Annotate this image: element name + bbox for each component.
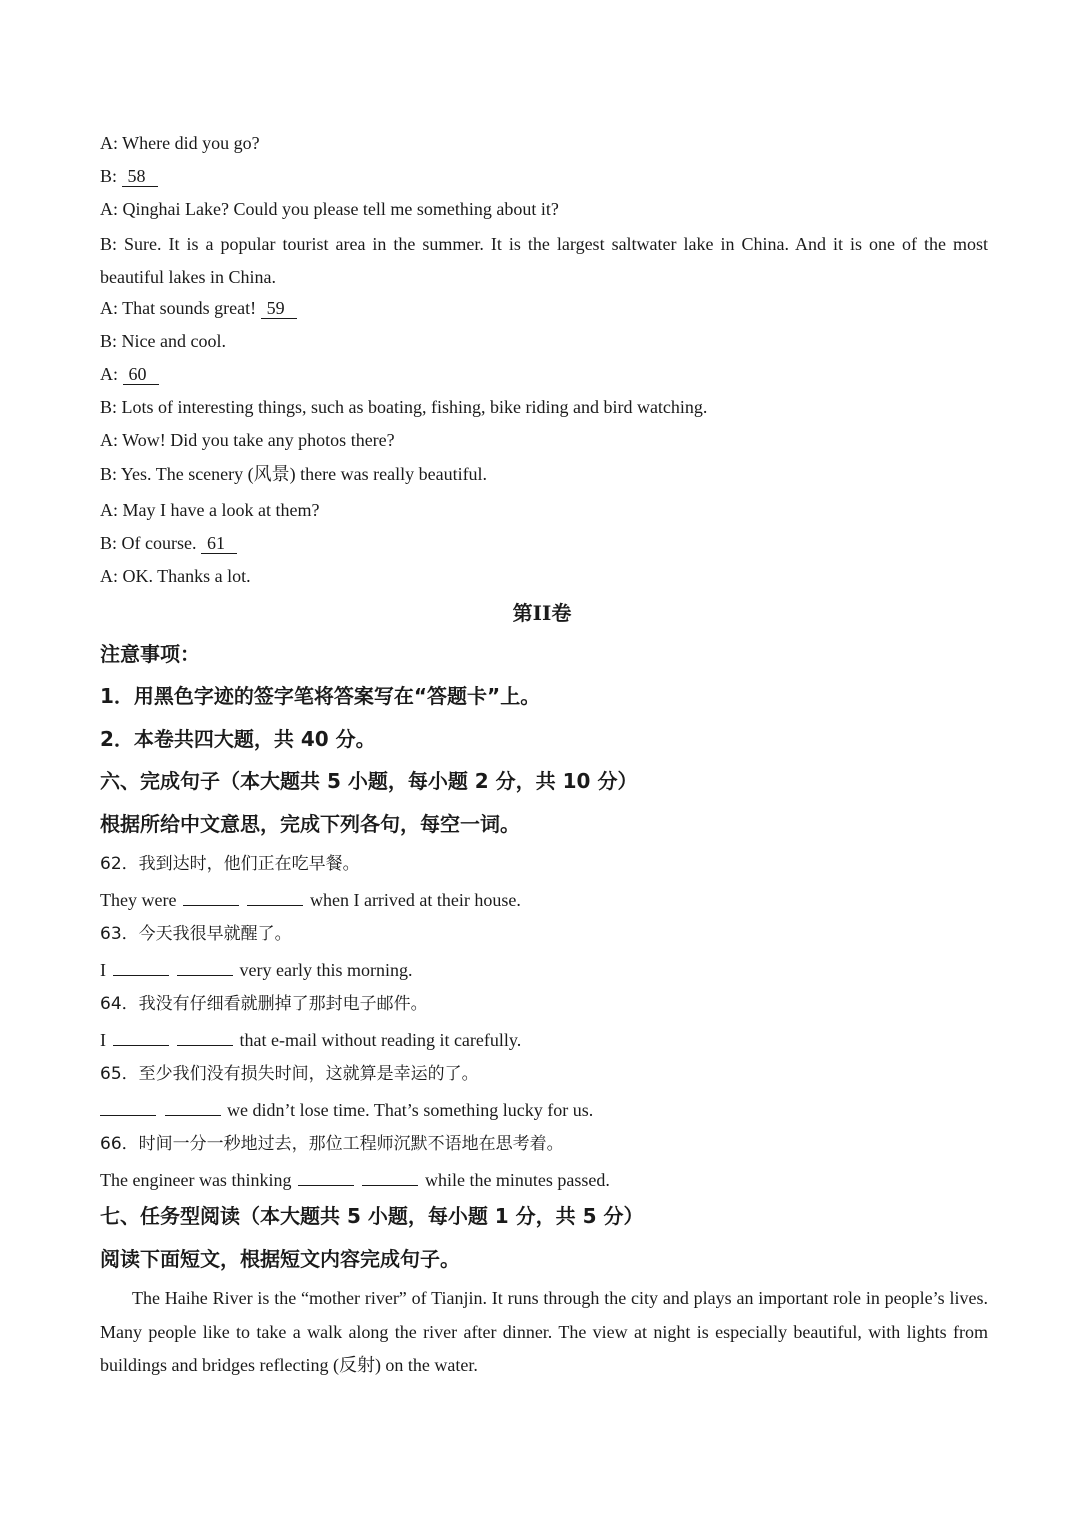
sentence-end: while the minutes passed. bbox=[424, 1170, 610, 1190]
sentence-end: when I arrived at their house. bbox=[309, 890, 521, 910]
sentence-start: They were bbox=[100, 890, 177, 910]
speaker-prefix: B: bbox=[100, 166, 122, 186]
note-1: 1．用黑色字迹的签字笔将答案写在“答题卡”上。 bbox=[100, 684, 541, 708]
speaker-prefix: A: That sounds great! bbox=[100, 298, 261, 318]
answer-blank-60: 60 bbox=[123, 364, 159, 385]
dialogue-line-12 bbox=[100, 531, 237, 555]
question-65-english bbox=[100, 1098, 593, 1122]
question-66-english bbox=[100, 1168, 610, 1192]
fill-blank[interactable] bbox=[113, 959, 169, 976]
dialogue-line-13: A: OK. Thanks a lot. bbox=[100, 566, 251, 586]
fill-blank[interactable] bbox=[298, 1169, 354, 1186]
speaker-prefix: A: bbox=[100, 364, 123, 384]
fill-blank[interactable] bbox=[362, 1169, 418, 1186]
dialogue-line-11: A: May I have a look at them? bbox=[100, 500, 320, 520]
speaker-prefix: B: Of course. bbox=[100, 533, 201, 553]
answer-blank-61: 61 bbox=[201, 533, 237, 554]
fill-blank[interactable] bbox=[183, 889, 239, 906]
sentence-end: that e-mail without reading it carefully. bbox=[239, 1030, 522, 1050]
part7-instruction: 阅读下面短文，根据短文内容完成句子。 bbox=[100, 1247, 460, 1271]
dialogue-line-6: B: Nice and cool. bbox=[100, 331, 226, 351]
sentence-start: I bbox=[100, 1030, 106, 1050]
dialogue-line-8: B: Lots of interesting things, such as boating, fishing, bike riding and bird watching. bbox=[100, 397, 708, 417]
sentence-end: we didn’t lose time. That’s something lucky for us. bbox=[227, 1100, 594, 1120]
fill-blank[interactable] bbox=[177, 1029, 233, 1046]
fill-blank[interactable] bbox=[165, 1099, 221, 1116]
fill-blank[interactable] bbox=[247, 889, 303, 906]
dialogue-line-4: B: Sure. It is a popular tourist area in the summer. It is the largest saltwater lake in China. And it is one of the most beautiful lakes in China. bbox=[100, 234, 988, 287]
reading-passage: The Haihe River is the “mother river” of Tianjin. It runs through the city and plays an important role in people’s lives. Many people like to take a walk along the river after dinner. The view at night is especially beautiful, with lights from buildings and bridges reflecting (反射) on the water. bbox=[100, 1288, 988, 1375]
part7-heading: 七、任务型阅读（本大题共 5 小题，每小题 1 分，共 5 分） bbox=[100, 1204, 644, 1228]
question-63-english bbox=[100, 958, 412, 982]
answer-blank-59: 59 bbox=[261, 298, 297, 319]
fill-blank[interactable] bbox=[100, 1099, 156, 1116]
dialogue-line-1: A: Where did you go? bbox=[100, 133, 260, 153]
part6-heading: 六、完成句子（本大题共 5 小题，每小题 2 分，共 10 分） bbox=[100, 769, 638, 793]
dialogue-line-7 bbox=[100, 362, 159, 386]
sentence-start: The engineer was thinking bbox=[100, 1170, 292, 1190]
question-65-chinese: 65．至少我们没有损失时间，这就算是幸运的了。 bbox=[100, 1064, 479, 1084]
dialogue-line-5 bbox=[100, 296, 297, 320]
question-64-chinese: 64．我没有仔细看就删掉了那封电子邮件。 bbox=[100, 994, 428, 1014]
notes-heading: 注意事项： bbox=[100, 642, 200, 666]
question-62-chinese: 62．我到达时，他们正在吃早餐。 bbox=[100, 854, 360, 874]
question-66-chinese: 66．时间一分一秒地过去，那位工程师沉默不语地在思考着。 bbox=[100, 1134, 564, 1154]
dialogue-line-3: A: Qinghai Lake? Could you please tell me something about it? bbox=[100, 199, 559, 219]
answer-blank-58: 58 bbox=[122, 166, 158, 187]
fill-blank[interactable] bbox=[113, 1029, 169, 1046]
dialogue-line-2 bbox=[100, 164, 158, 188]
section-title: 第II卷 bbox=[512, 601, 572, 625]
question-64-english bbox=[100, 1028, 521, 1052]
note-2: 2．本卷共四大题，共 40 分。 bbox=[100, 727, 376, 751]
question-62-english bbox=[100, 888, 521, 912]
part6-instruction: 根据所给中文意思，完成下列各句，每空一词。 bbox=[100, 812, 520, 836]
dialogue-line-9: A: Wow! Did you take any photos there? bbox=[100, 430, 395, 450]
dialogue-line-10: B: Yes. The scenery (风景) there was really beautiful. bbox=[100, 464, 488, 484]
fill-blank[interactable] bbox=[177, 959, 233, 976]
sentence-start: I bbox=[100, 960, 106, 980]
question-63-chinese: 63．今天我很早就醒了。 bbox=[100, 924, 292, 944]
sentence-end: very early this morning. bbox=[239, 960, 413, 980]
